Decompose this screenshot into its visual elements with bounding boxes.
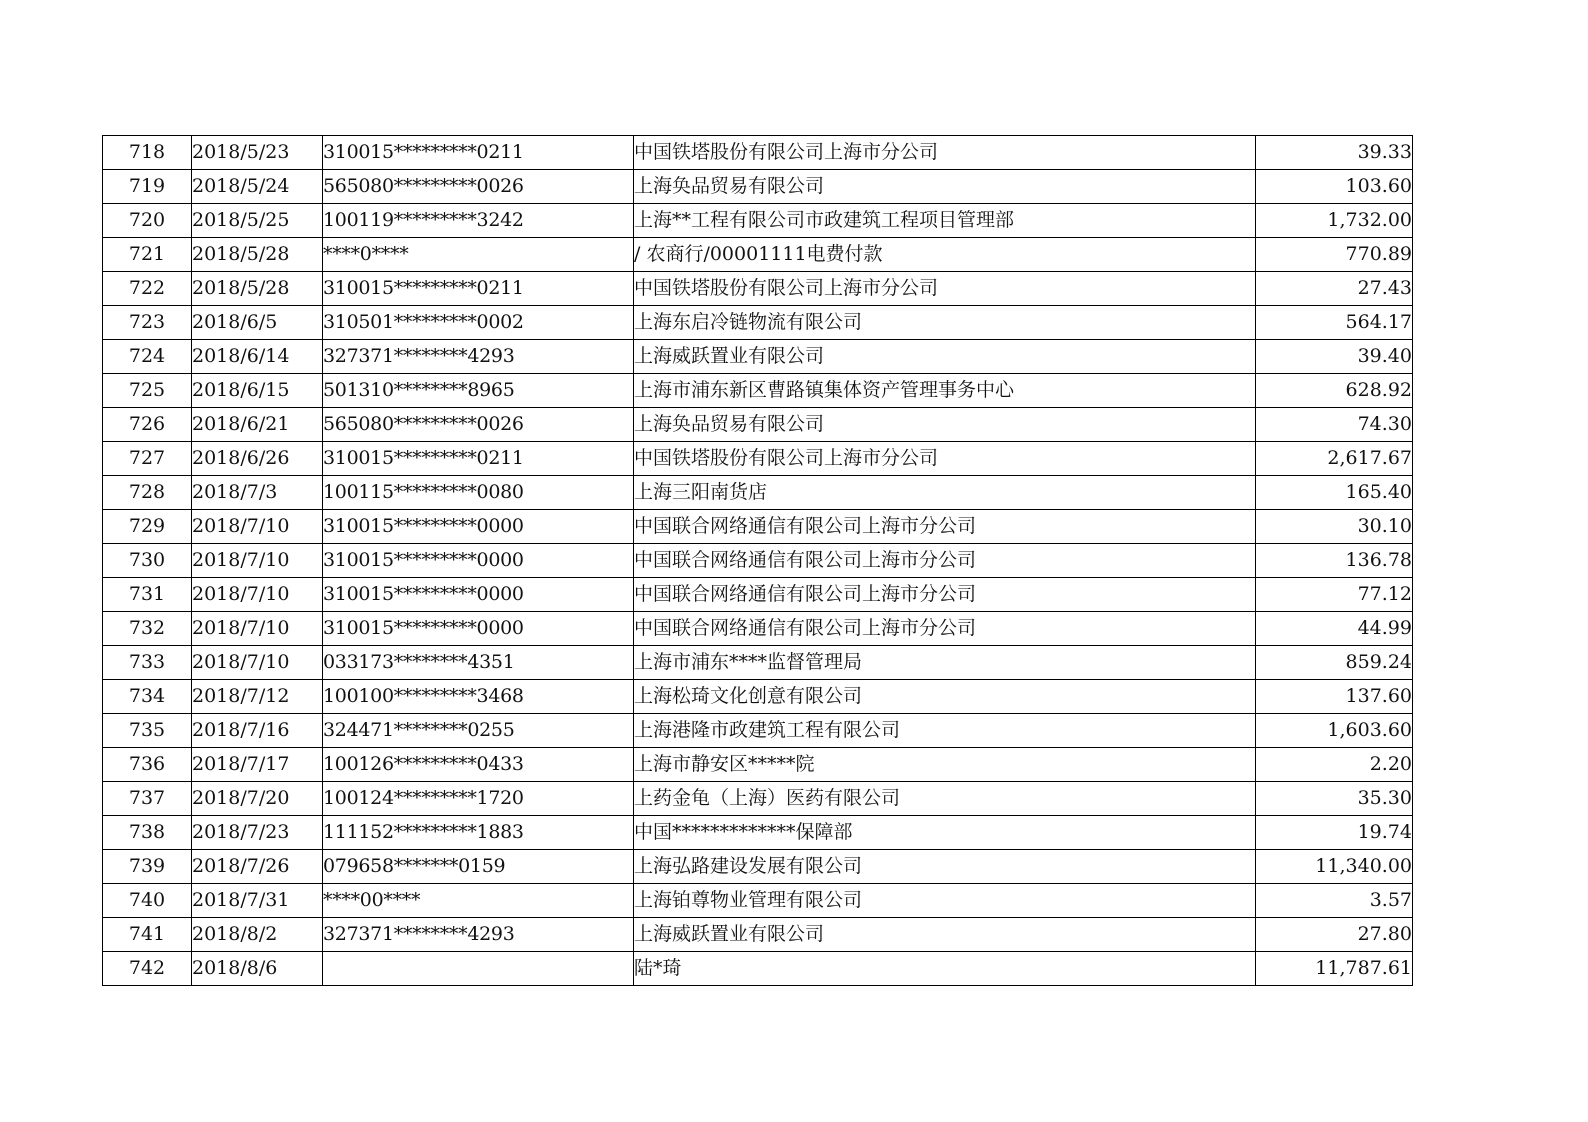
row-date: 2018/7/26 — [192, 850, 323, 884]
table-row — [103, 578, 1413, 612]
row-name: 中国*************保障部 — [634, 816, 1256, 850]
row-amount: 39.40 — [1256, 340, 1413, 374]
row-number: 719 — [103, 170, 192, 204]
row-name: 上药金龟（上海）医药有限公司 — [634, 782, 1256, 816]
row-number: 742 — [103, 952, 192, 986]
row-number: 736 — [103, 748, 192, 782]
row-number: 723 — [103, 306, 192, 340]
row-date: 2018/5/23 — [192, 136, 323, 170]
row-amount: 11,787.61 — [1256, 952, 1413, 986]
row-amount: 859.24 — [1256, 646, 1413, 680]
row-amount: 103.60 — [1256, 170, 1413, 204]
row-account: 033173********4351 — [323, 646, 634, 680]
row-amount: 30.10 — [1256, 510, 1413, 544]
row-number: 729 — [103, 510, 192, 544]
row-date: 2018/5/24 — [192, 170, 323, 204]
row-number: 727 — [103, 442, 192, 476]
row-number: 733 — [103, 646, 192, 680]
row-date: 2018/7/3 — [192, 476, 323, 510]
table-row — [103, 442, 1413, 476]
row-date: 2018/7/10 — [192, 646, 323, 680]
table-row — [103, 952, 1413, 986]
row-account: 565080*********0026 — [323, 408, 634, 442]
table-row — [103, 408, 1413, 442]
row-name: / 农商行/00001111电费付款 — [634, 238, 1256, 272]
records-table-body — [103, 136, 1413, 986]
row-date: 2018/7/12 — [192, 680, 323, 714]
row-date: 2018/7/10 — [192, 544, 323, 578]
row-amount: 628.92 — [1256, 374, 1413, 408]
row-date: 2018/6/26 — [192, 442, 323, 476]
row-amount: 19.74 — [1256, 816, 1413, 850]
row-date: 2018/5/28 — [192, 272, 323, 306]
row-number: 740 — [103, 884, 192, 918]
row-amount: 2.20 — [1256, 748, 1413, 782]
table-row — [103, 204, 1413, 238]
row-name: 上海**工程有限公司市政建筑工程项目管理部 — [634, 204, 1256, 238]
row-amount: 39.33 — [1256, 136, 1413, 170]
row-name: 陆*琦 — [634, 952, 1256, 986]
row-account: 100124*********1720 — [323, 782, 634, 816]
table-row — [103, 816, 1413, 850]
row-date: 2018/7/10 — [192, 578, 323, 612]
row-name: 上海铂尊物业管理有限公司 — [634, 884, 1256, 918]
row-number: 725 — [103, 374, 192, 408]
row-amount: 1,603.60 — [1256, 714, 1413, 748]
table-row — [103, 340, 1413, 374]
row-date: 2018/5/28 — [192, 238, 323, 272]
row-name: 上海威跃置业有限公司 — [634, 918, 1256, 952]
row-date: 2018/6/15 — [192, 374, 323, 408]
table-row — [103, 272, 1413, 306]
table-row — [103, 510, 1413, 544]
row-number: 722 — [103, 272, 192, 306]
row-name: 上海松琦文化创意有限公司 — [634, 680, 1256, 714]
table-row — [103, 238, 1413, 272]
row-number: 720 — [103, 204, 192, 238]
table-row — [103, 476, 1413, 510]
row-date: 2018/5/25 — [192, 204, 323, 238]
row-number: 718 — [103, 136, 192, 170]
row-date: 2018/7/31 — [192, 884, 323, 918]
table-row — [103, 136, 1413, 170]
row-number: 732 — [103, 612, 192, 646]
row-name: 上海奂品贸易有限公司 — [634, 408, 1256, 442]
row-account: 100100*********3468 — [323, 680, 634, 714]
row-account — [323, 952, 634, 986]
row-date: 2018/7/10 — [192, 510, 323, 544]
row-date: 2018/8/6 — [192, 952, 323, 986]
row-date: 2018/7/16 — [192, 714, 323, 748]
row-amount: 44.99 — [1256, 612, 1413, 646]
row-name: 上海东启冷链物流有限公司 — [634, 306, 1256, 340]
row-account: ****0**** — [323, 238, 634, 272]
row-date: 2018/8/2 — [192, 918, 323, 952]
row-number: 735 — [103, 714, 192, 748]
row-amount: 27.80 — [1256, 918, 1413, 952]
row-name: 中国联合网络通信有限公司上海市分公司 — [634, 578, 1256, 612]
table-row — [103, 680, 1413, 714]
row-account: 310015*********0211 — [323, 136, 634, 170]
row-name: 上海威跃置业有限公司 — [634, 340, 1256, 374]
row-date: 2018/6/14 — [192, 340, 323, 374]
row-account: 310015*********0000 — [323, 612, 634, 646]
row-amount: 11,340.00 — [1256, 850, 1413, 884]
row-amount: 74.30 — [1256, 408, 1413, 442]
row-account: 100126*********0433 — [323, 748, 634, 782]
row-number: 728 — [103, 476, 192, 510]
row-name: 中国联合网络通信有限公司上海市分公司 — [634, 612, 1256, 646]
row-account: 310015*********0000 — [323, 578, 634, 612]
row-amount: 564.17 — [1256, 306, 1413, 340]
row-date: 2018/7/23 — [192, 816, 323, 850]
row-name: 上海三阳南货店 — [634, 476, 1256, 510]
row-number: 726 — [103, 408, 192, 442]
table-row — [103, 646, 1413, 680]
row-amount: 165.40 — [1256, 476, 1413, 510]
row-account: 111152*********1883 — [323, 816, 634, 850]
row-amount: 2,617.67 — [1256, 442, 1413, 476]
table-row — [103, 782, 1413, 816]
row-name: 上海奂品贸易有限公司 — [634, 170, 1256, 204]
row-account: 327371********4293 — [323, 340, 634, 374]
row-amount: 136.78 — [1256, 544, 1413, 578]
row-account: 327371********4293 — [323, 918, 634, 952]
row-account: 310015*********0000 — [323, 544, 634, 578]
table-row — [103, 306, 1413, 340]
row-number: 738 — [103, 816, 192, 850]
row-account: 310501*********0002 — [323, 306, 634, 340]
row-account: 310015*********0000 — [323, 510, 634, 544]
row-amount: 27.43 — [1256, 272, 1413, 306]
row-name: 上海港隆市政建筑工程有限公司 — [634, 714, 1256, 748]
row-amount: 1,732.00 — [1256, 204, 1413, 238]
row-account: 310015*********0211 — [323, 442, 634, 476]
row-amount: 137.60 — [1256, 680, 1413, 714]
row-number: 739 — [103, 850, 192, 884]
row-account: 100115*********0080 — [323, 476, 634, 510]
row-amount: 3.57 — [1256, 884, 1413, 918]
row-date: 2018/7/10 — [192, 612, 323, 646]
row-number: 734 — [103, 680, 192, 714]
row-account: 501310********8965 — [323, 374, 634, 408]
row-account: ****00**** — [323, 884, 634, 918]
row-name: 上海市静安区*****院 — [634, 748, 1256, 782]
table-row — [103, 850, 1413, 884]
row-number: 730 — [103, 544, 192, 578]
row-name: 中国铁塔股份有限公司上海市分公司 — [634, 136, 1256, 170]
table-row — [103, 748, 1413, 782]
table-row — [103, 170, 1413, 204]
table-row — [103, 714, 1413, 748]
row-date: 2018/6/21 — [192, 408, 323, 442]
row-date: 2018/7/17 — [192, 748, 323, 782]
row-account: 310015*********0211 — [323, 272, 634, 306]
row-amount: 35.30 — [1256, 782, 1413, 816]
row-amount: 77.12 — [1256, 578, 1413, 612]
row-number: 724 — [103, 340, 192, 374]
table-row — [103, 374, 1413, 408]
row-number: 731 — [103, 578, 192, 612]
row-name: 中国联合网络通信有限公司上海市分公司 — [634, 544, 1256, 578]
table-row — [103, 612, 1413, 646]
row-name: 上海弘路建设发展有限公司 — [634, 850, 1256, 884]
row-account: 324471********0255 — [323, 714, 634, 748]
row-account: 079658*******0159 — [323, 850, 634, 884]
row-amount: 770.89 — [1256, 238, 1413, 272]
row-name: 上海市浦东新区曹路镇集体资产管理事务中心 — [634, 374, 1256, 408]
table-row — [103, 884, 1413, 918]
row-number: 721 — [103, 238, 192, 272]
row-name: 中国联合网络通信有限公司上海市分公司 — [634, 510, 1256, 544]
row-number: 741 — [103, 918, 192, 952]
row-account: 100119*********3242 — [323, 204, 634, 238]
row-account: 565080*********0026 — [323, 170, 634, 204]
row-date: 2018/6/5 — [192, 306, 323, 340]
row-date: 2018/7/20 — [192, 782, 323, 816]
row-number: 737 — [103, 782, 192, 816]
table-row — [103, 544, 1413, 578]
row-name: 上海市浦东****监督管理局 — [634, 646, 1256, 680]
table-row — [103, 918, 1413, 952]
row-name: 中国铁塔股份有限公司上海市分公司 — [634, 272, 1256, 306]
row-name: 中国铁塔股份有限公司上海市分公司 — [634, 442, 1256, 476]
records-table — [102, 135, 1413, 986]
